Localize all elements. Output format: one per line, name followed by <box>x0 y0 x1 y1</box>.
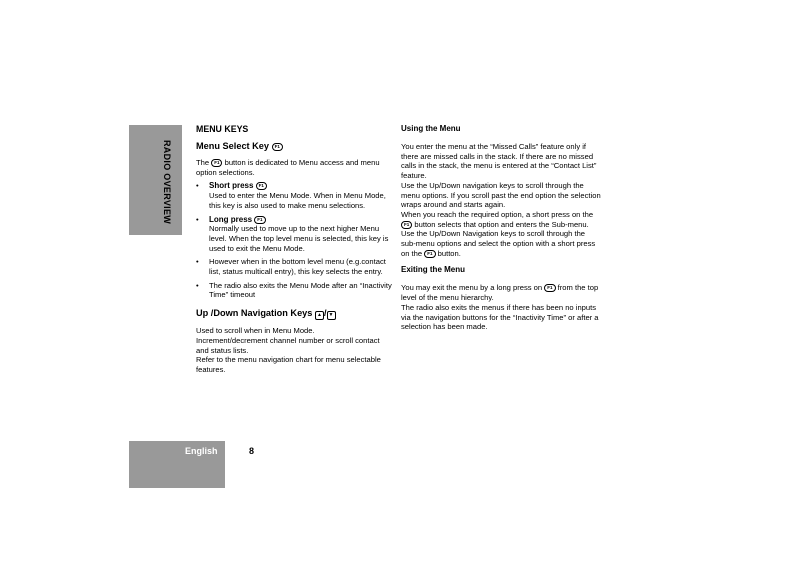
right-column <box>401 124 601 336</box>
bullet-title: Long press <box>209 214 253 224</box>
list-item <box>196 257 392 276</box>
navigation-heading <box>196 308 392 320</box>
para: Use the Up/Down navigation keys to scroll through the menu options. If you scroll past the end option the selection wraps around and starts again. <box>401 180 601 210</box>
menu-select-title: Menu Select Key <box>196 141 270 151</box>
exiting-menu-heading: Exiting the Menu <box>401 265 465 275</box>
up-arrow-key-icon: ▲ <box>315 311 324 320</box>
bullet-text: Normally used to move up to the next higher Menu level. When the top level menu is selected, this key is used to exit the Menu Mode. <box>209 224 389 253</box>
menu-select-bullets <box>196 181 392 300</box>
bullet-title: Short press <box>209 181 254 191</box>
separator: / <box>323 308 327 319</box>
para: When you reach the required option, a short press on the <box>401 209 594 219</box>
nav-line: Used to scroll when in Menu Mode. <box>196 326 315 336</box>
para: The radio also exits the menus if there has been no inputs via the navigation buttons for the “Inactivity Time” or after a selection has been made. <box>401 302 599 332</box>
para: You enter the menu at the “Missed Calls” feature only if there are missed calls in the stack. If there are no missed calls in the stack, the menu is entered at the “Contact List” feature. <box>401 142 597 181</box>
list-item <box>196 181 392 210</box>
intro-pre: The <box>196 158 210 167</box>
menu-select-intro <box>196 158 392 177</box>
down-arrow-key-icon: ▼ <box>327 311 336 320</box>
para: button. <box>437 248 461 258</box>
f1-key-icon: F1 <box>424 250 435 258</box>
section-tab-label: RADIO OVERVIEW <box>162 140 172 225</box>
f1-key-icon: F1 <box>272 143 283 151</box>
navigation-text <box>196 326 392 375</box>
list-item <box>196 281 392 300</box>
f1-key-icon: F1 <box>256 182 267 190</box>
para: Use the Up/Down Navigation keys to scroll through the sub-menu options and select the option with a short press on the <box>401 229 596 258</box>
exiting-menu-text <box>401 283 601 332</box>
using-menu-text <box>401 142 601 258</box>
f1-key-icon: F1 <box>211 159 222 167</box>
bullet-text: However when in the bottom level menu (e.g.contact list, status multicall entry), this key selects the entry. <box>209 257 386 277</box>
f1-key-icon: F1 <box>254 216 265 224</box>
page-number: 8 <box>249 446 255 456</box>
para: You may exit the menu by a long press on <box>401 283 543 293</box>
para: button selects that option and enters the Sub-menu. <box>414 219 589 229</box>
section-tab <box>129 125 182 235</box>
nav-line: Increment/decrement channel number or scroll contact and status lists. <box>196 335 380 355</box>
using-menu-heading: Using the Menu <box>401 124 461 133</box>
para: from the top level of the menu hierarchy. <box>401 283 599 303</box>
f1-key-icon: F1 <box>544 284 555 292</box>
bullet-text: The radio also exits the Menu Mode after an “Inactivity Time” timeout <box>209 280 392 300</box>
navigation-title: Up /Down Navigation Keys <box>196 308 313 319</box>
left-column <box>196 124 392 375</box>
list-item <box>196 215 392 254</box>
bullet-text: Used to enter the Menu Mode. When in Menu Mode, this key is also used to make menu selections. <box>209 191 386 210</box>
nav-line: Refer to the menu navigation chart for menu selectable features. <box>196 355 381 374</box>
intro-post: button is dedicated to Menu access and menu option selections. <box>196 158 380 177</box>
page-heading: MENU KEYS <box>196 124 249 134</box>
f1-key-icon: F1 <box>401 221 412 229</box>
footer-language: English <box>185 446 218 456</box>
menu-select-heading <box>196 141 392 152</box>
